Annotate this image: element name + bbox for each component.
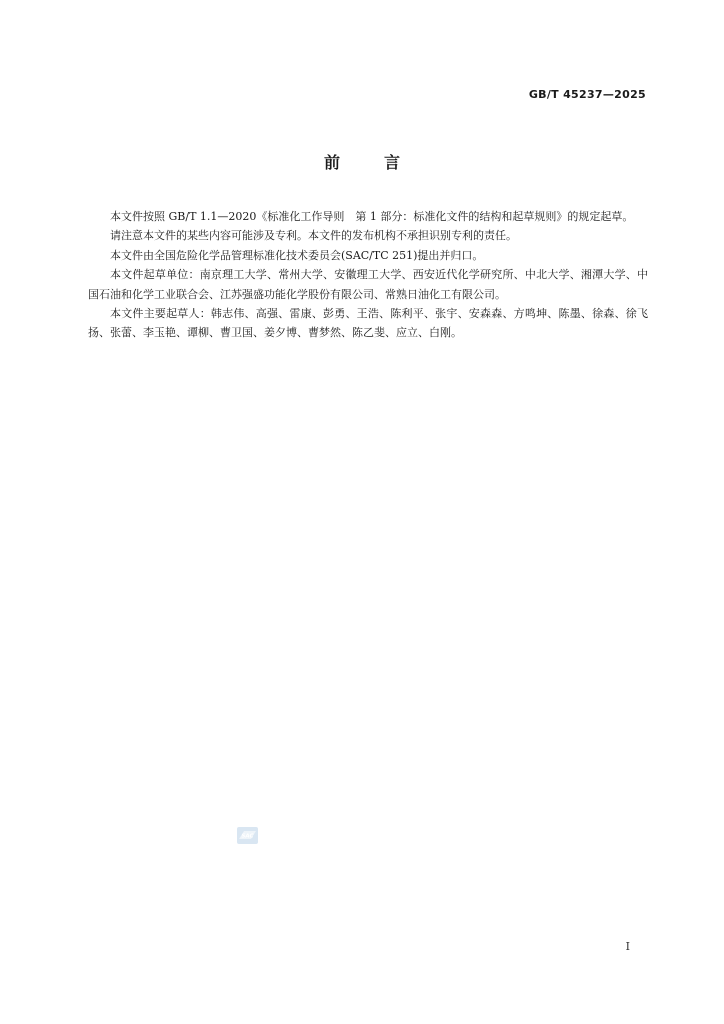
paragraph-drafting-units: 本文件起草单位：南京理工大学、常州大学、安徽理工大学、西安近代化学研究所、中北大学、湘潭大学、中国石油和化学工业联合会、江苏强盛功能化学股份有限公司、常熟日油化工有限公司。 <box>88 268 648 301</box>
page-number: I <box>625 940 630 953</box>
standard-code: GB/T 45237—2025 <box>528 88 646 101</box>
sac-watermark-logo <box>237 827 258 844</box>
paragraph-drafters: 本文件主要起草人：韩志伟、高强、雷康、彭勇、王浩、陈利平、张宇、安森森、方鸣坤、陈墨、徐森、徐飞扬、张蕾、李玉艳、谭柳、曹卫国、姜夕博、曹梦然、陈乙斐、应立、白刚。 <box>88 307 648 340</box>
watermark-text: SAC <box>241 833 254 840</box>
page-title: 前言 <box>323 153 444 172</box>
paragraph-patent-notice: 请注意本文件的某些内容可能涉及专利。本文件的发布机构不承担识别专利的责任。 <box>110 229 517 243</box>
foreword-body <box>88 207 648 343</box>
paragraph-proposer: 本文件由全国危险化学品管理标准化技术委员会(SAC/TC 251)提出并归口。 <box>110 248 484 262</box>
paragraph-drafting-rules: 本文件按照 GB/T 1.1—2020《标准化工作导则 第 1 部分：标准化文件的结构和起草规则》的规定起草。 <box>110 210 634 223</box>
sac-logo-icon <box>237 827 258 844</box>
